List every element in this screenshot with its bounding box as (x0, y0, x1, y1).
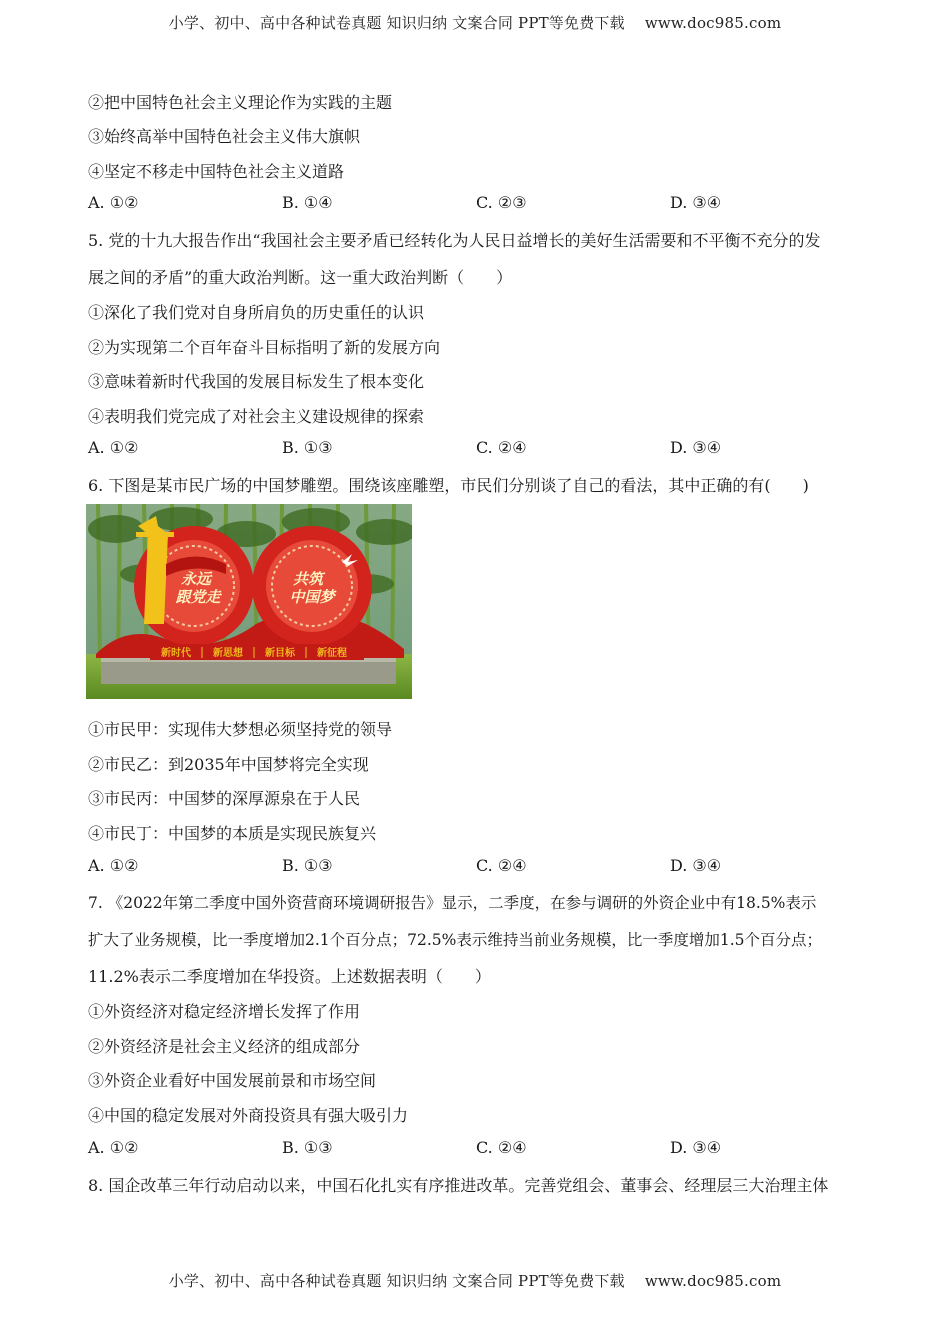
q7-stem-line2: 扩大了业务规模，比一季度增加2.1个百分点；72.5%表示维持当前业务规模，比一季度增加1.5个百分点； (88, 931, 823, 949)
q6-option-c: C. ②④ (476, 856, 527, 875)
slogan-right-1: 共筑 (292, 570, 324, 588)
base-label-4: 新征程 (317, 648, 347, 659)
q5-item-4: ④表明我们党完成了对社会主义建设规律的探索 (88, 407, 425, 426)
header-text: 小学、初中、高中各种试卷真题 知识归纳 文案合同 PPT等免费下载 (168, 14, 625, 32)
q6-item-3: ③市民丙：中国梦的深厚源泉在于人民 (88, 789, 361, 808)
q7-stem-line3: 11.2%表示二季度增加在华投资。上述数据表明（ ） (88, 967, 491, 986)
page-footer (0, 1270, 950, 1291)
q6-item-4: ④市民丁：中国梦的本质是实现民族复兴 (88, 824, 377, 843)
q4-option-d: D. ③④ (670, 193, 722, 212)
q6-option-a: A. ①② (88, 856, 139, 875)
q4-item-3: ③始终高举中国特色社会主义伟大旗帜 (88, 127, 361, 146)
q7-item-4: ④中国的稳定发展对外商投资具有强大吸引力 (88, 1106, 409, 1125)
q4-item-4: ④坚定不移走中国特色社会主义道路 (88, 162, 345, 181)
q4-option-b: B. ①④ (282, 193, 333, 212)
slogan-right-2: 中国梦 (289, 588, 335, 606)
q5-option-a: A. ①② (88, 438, 139, 457)
q6-item-1: ①市民甲：实现伟大梦想必须坚持党的领导 (88, 720, 393, 739)
q4-option-c: C. ②③ (476, 193, 527, 212)
q7-stem-line1: 7. 《2022年第二季度中国外资营商环境调研报告》显示，二季度，在参与调研的外资企业中有18.5%表示 (88, 894, 817, 912)
footer-site: www.doc985.com (644, 1272, 782, 1290)
base-label-3: 新目标 (265, 648, 295, 659)
q8-stem-line1: 8. 国企改革三年行动启动以来，中国石化扎实有序推进改革。完善党组会、董事会、经理层三大治理主体 (88, 1176, 829, 1195)
footer-text: 小学、初中、高中各种试卷真题 知识归纳 文案合同 PPT等免费下载 (168, 1272, 625, 1290)
q5-item-2: ②为实现第二个百年奋斗目标指明了新的发展方向 (88, 338, 441, 357)
page-header (0, 12, 950, 33)
q7-item-2: ②外资经济是社会主义经济的组成部分 (88, 1037, 361, 1056)
q4-item-2: ②把中国特色社会主义理论作为实践的主题 (88, 93, 393, 112)
q7-option-b: B. ①③ (282, 1138, 333, 1157)
base-label-2: 新思想 (213, 648, 243, 659)
q5-option-d: D. ③④ (670, 438, 722, 457)
q5-stem-line2: 展之间的矛盾”的重大政治判断。这一重大政治判断（ ） (88, 268, 513, 287)
slogan-left-2: 跟党走 (175, 588, 221, 606)
q5-item-3: ③意味着新时代我国的发展目标发生了根本变化 (88, 372, 425, 391)
base-label-1: 新时代 (161, 648, 191, 659)
q7-option-a: A. ①② (88, 1138, 139, 1157)
header-site: www.doc985.com (644, 14, 782, 32)
q6-option-b: B. ①③ (282, 856, 333, 875)
q7-item-1: ①外资经济对稳定经济增长发挥了作用 (88, 1002, 361, 1021)
q5-option-c: C. ②④ (476, 438, 527, 457)
q6-item-2: ②市民乙：到2035年中国梦将完全实现 (88, 755, 369, 774)
q5-option-b: B. ①③ (282, 438, 333, 457)
q6-option-d: D. ③④ (670, 856, 722, 875)
q4-option-a: A. ①② (88, 193, 139, 212)
q6-stem: 6. 下图是某市民广场的中国梦雕塑。围绕该座雕塑，市民们分别谈了自己的看法，其中正确的有( ) (88, 476, 809, 495)
q5-item-1: ①深化了我们党对自身所肩负的历史重任的认识 (88, 303, 425, 322)
q7-option-c: C. ②④ (476, 1138, 527, 1157)
q5-stem-line1: 5. 党的十九大报告作出“我国社会主要矛盾已经转化为人民日益增长的美好生活需要和不平衡不充分的发 (88, 231, 821, 250)
q7-item-3: ③外资企业看好中国发展前景和市场空间 (88, 1071, 377, 1090)
q7-option-d: D. ③④ (670, 1138, 722, 1157)
sculpture-photo (86, 504, 412, 699)
slogan-left-1: 永远 (180, 570, 212, 588)
